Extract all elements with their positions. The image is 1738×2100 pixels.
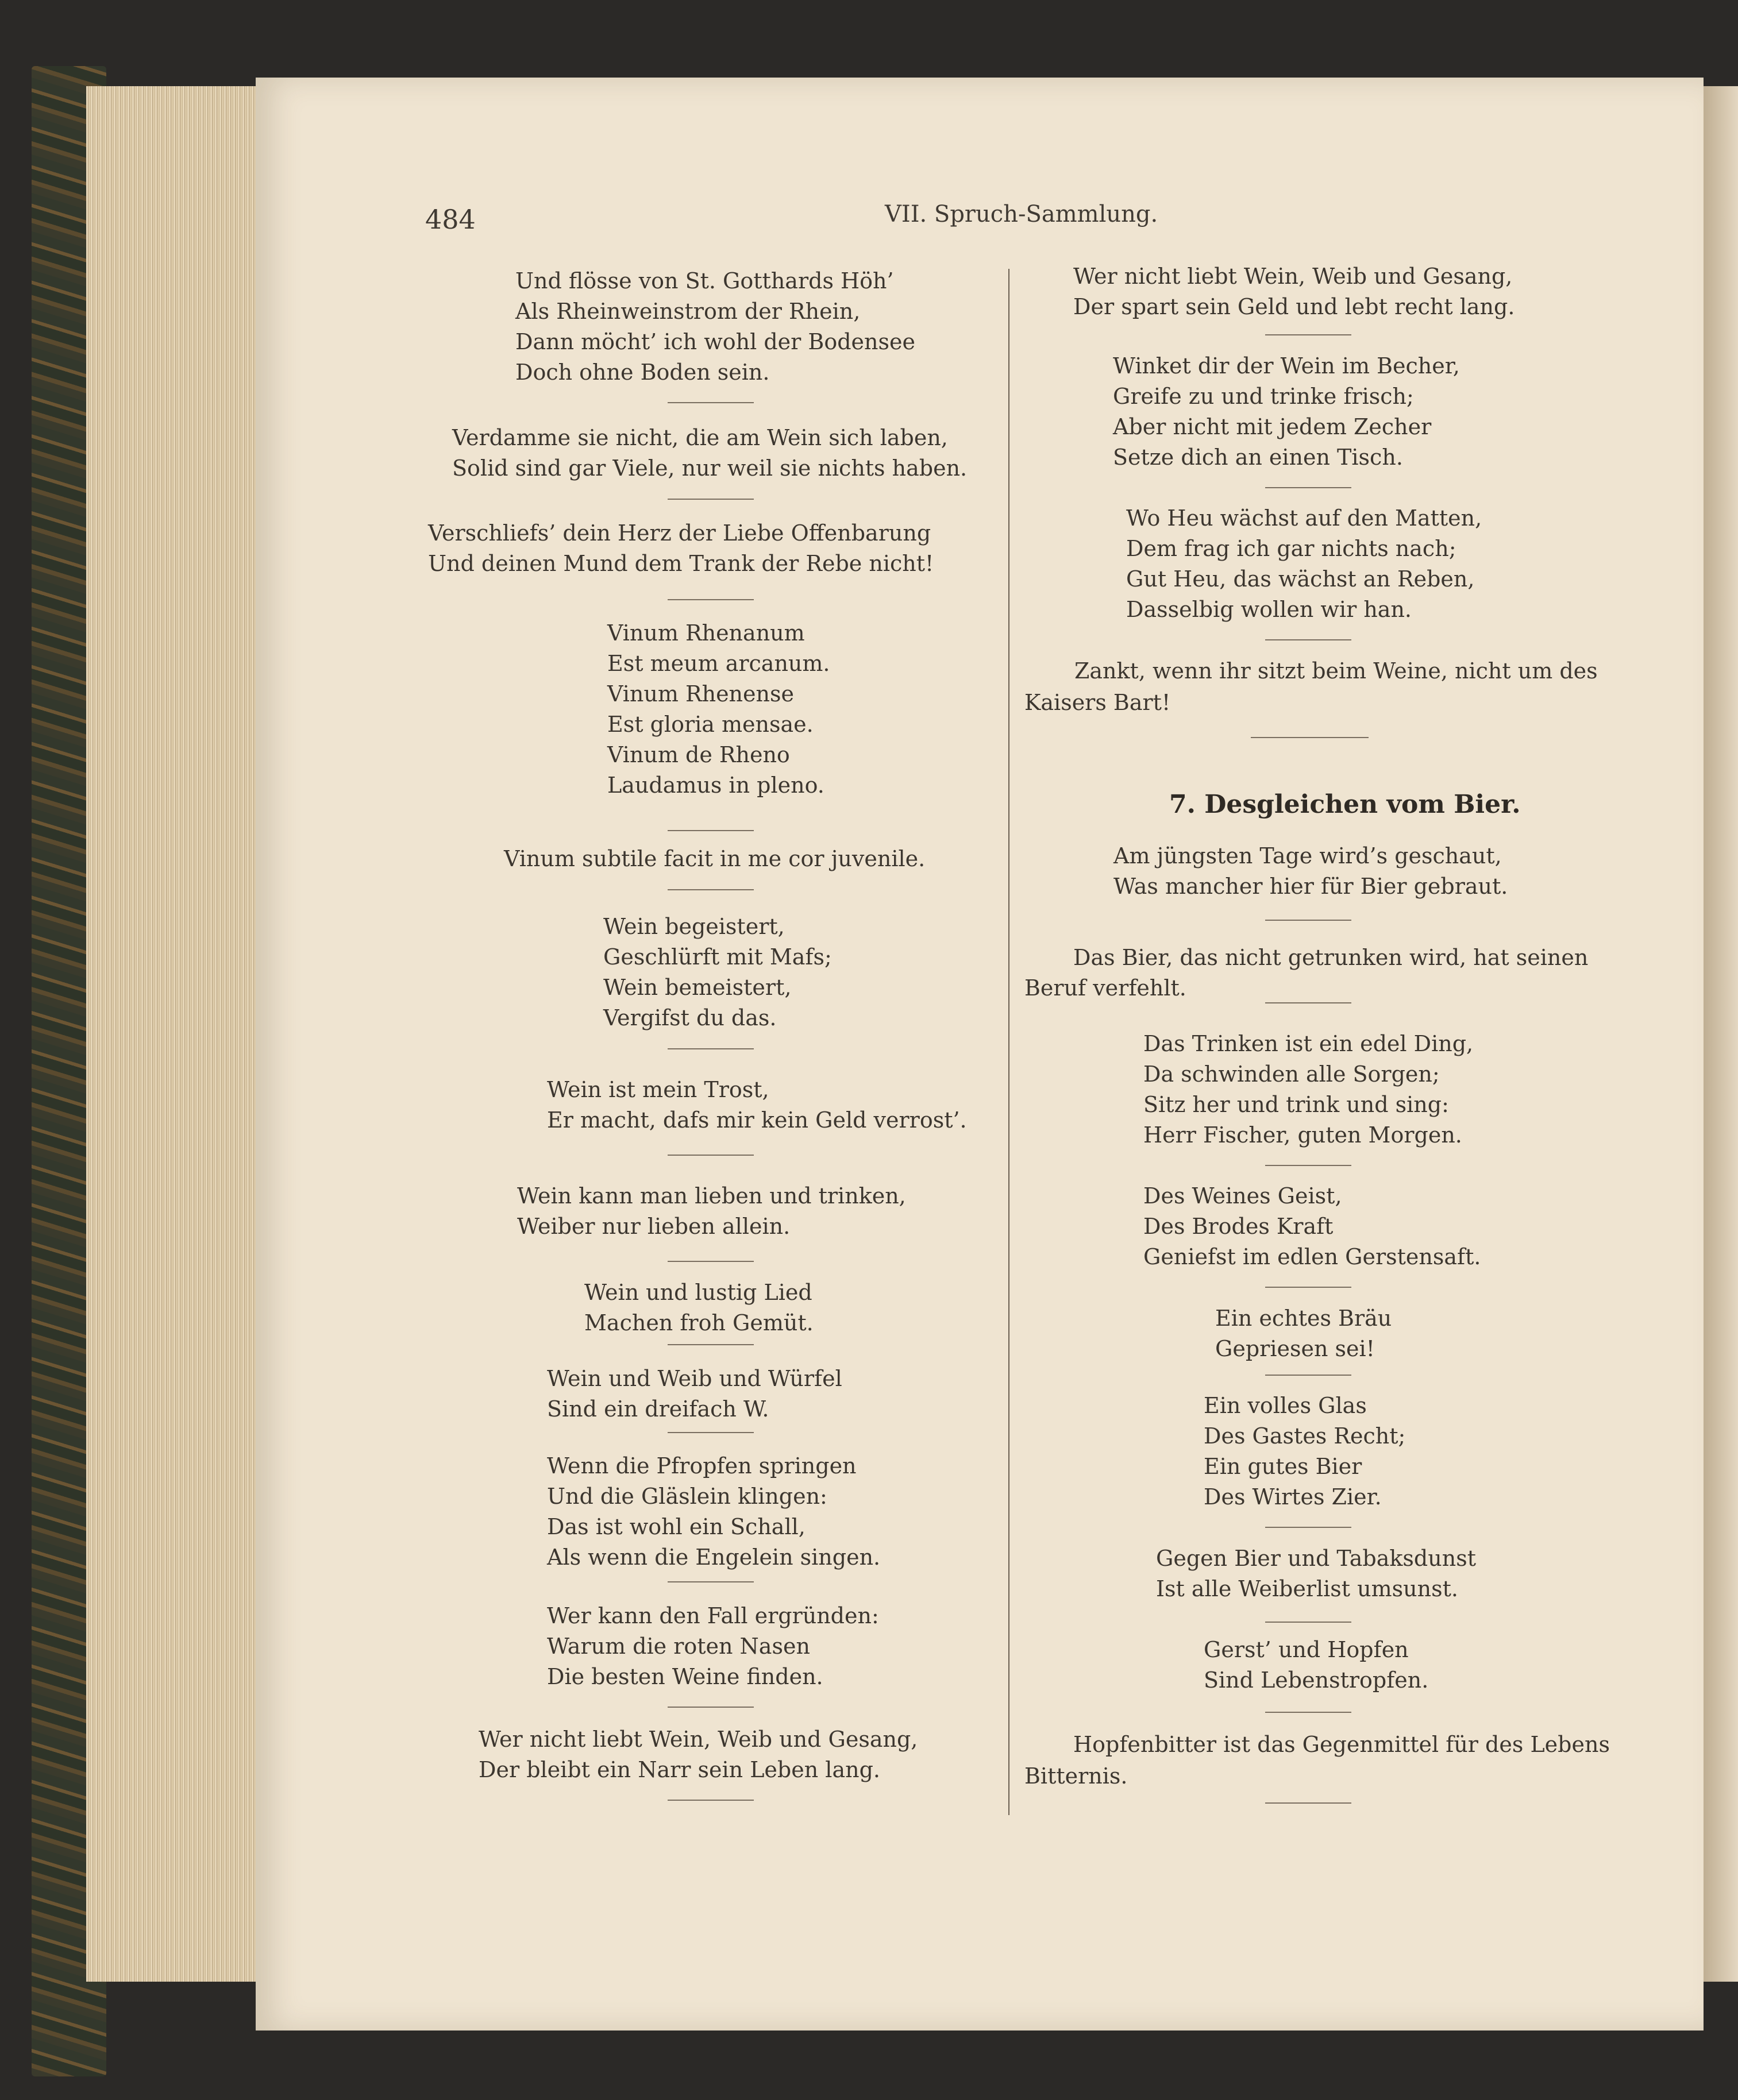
verse-line: Gut Heu, das wächst an Reben, bbox=[1126, 566, 1475, 592]
verse-line: Weiber nur lieben allein. bbox=[517, 1214, 791, 1239]
verse-line: Und deinen Mund dem Trank der Rebe nicht! bbox=[428, 551, 934, 576]
separator-rule bbox=[668, 889, 754, 890]
verse-line: Vinum Rhenense bbox=[607, 681, 794, 707]
separator-rule bbox=[668, 499, 754, 500]
separator-rule bbox=[668, 1261, 754, 1262]
verse-line: Setze dich an einen Tisch. bbox=[1113, 445, 1403, 470]
verse-line: Verschliefs’ dein Herz der Liebe Offenbarung bbox=[428, 520, 931, 546]
column-divider bbox=[1008, 269, 1009, 1815]
verse-line: Das Trinken ist ein edel Ding, bbox=[1143, 1031, 1474, 1056]
verse-line: Und die Gläslein klingen: bbox=[547, 1484, 827, 1509]
separator-rule bbox=[1265, 487, 1351, 488]
section-heading: 7. Desgleichen vom Bier. bbox=[1169, 790, 1521, 819]
verse-line: Est meum arcanum. bbox=[607, 651, 830, 676]
verse-line: Wein und Weib und Würfel bbox=[547, 1366, 842, 1391]
verse-line: Das Bier, das nicht getrunken wird, hat seinen bbox=[1073, 945, 1589, 970]
verse-line: Des Brodes Kraft bbox=[1143, 1214, 1334, 1239]
running-head: VII. Spruch-Sammlung. bbox=[885, 201, 1158, 227]
verse-line: Wer nicht liebt Wein, Weib und Gesang, bbox=[479, 1727, 918, 1752]
verse-line: Des Weines Geist, bbox=[1143, 1183, 1342, 1209]
separator-rule bbox=[668, 1800, 754, 1801]
verse-line: Wo Heu wächst auf den Matten, bbox=[1126, 505, 1482, 531]
verse-line: Ein echtes Bräu bbox=[1215, 1306, 1392, 1331]
verse-line: Gerst’ und Hopfen bbox=[1204, 1637, 1409, 1662]
verse-line: Wer nicht liebt Wein, Weib und Gesang, bbox=[1073, 264, 1513, 289]
verse-line: Ein volles Glas bbox=[1204, 1393, 1367, 1418]
separator-rule bbox=[668, 830, 754, 831]
verse-line: Was mancher hier für Bier gebraut. bbox=[1113, 874, 1508, 899]
facing-page-edge bbox=[1704, 86, 1738, 1982]
verse-line: Gepriesen sei! bbox=[1215, 1336, 1375, 1361]
verse-line: Wein begeistert, bbox=[603, 914, 785, 939]
section-end-rule bbox=[1251, 737, 1369, 738]
verse-line: Am jüngsten Tage wird’s geschaut, bbox=[1113, 843, 1502, 868]
verse-line: Wein kann man lieben und trinken, bbox=[517, 1183, 906, 1209]
verse-line: Vergifst du das. bbox=[603, 1005, 777, 1030]
separator-rule bbox=[1265, 639, 1351, 640]
verse-line: Geniefst im edlen Gerstensaft. bbox=[1143, 1244, 1481, 1269]
separator-rule bbox=[668, 1432, 754, 1433]
verse-line: Sitz her und trink und sing: bbox=[1143, 1092, 1449, 1117]
separator-rule bbox=[668, 1344, 754, 1345]
verse-line: Herr Fischer, guten Morgen. bbox=[1143, 1122, 1462, 1148]
verse-line: Machen froh Gemüt. bbox=[584, 1310, 814, 1335]
separator-rule bbox=[668, 1707, 754, 1708]
verse-line: Greife zu und trinke frisch; bbox=[1113, 384, 1414, 409]
verse-line: Hopfenbitter ist das Gegenmittel für des Lebens bbox=[1073, 1732, 1610, 1757]
verse-line: Laudamus in pleno. bbox=[607, 773, 824, 798]
verse-line: Doch ohne Boden sein. bbox=[515, 360, 770, 385]
separator-rule bbox=[1265, 1002, 1351, 1003]
verse-line: Warum die roten Nasen bbox=[547, 1634, 810, 1659]
verse-line: Wein ist mein Trost, bbox=[547, 1077, 769, 1102]
verse-line: Vinum subtile facit in me cor juvenile. bbox=[504, 846, 926, 871]
separator-rule bbox=[668, 1048, 754, 1049]
verse-line: Als wenn die Engelein singen. bbox=[547, 1545, 881, 1570]
separator-rule bbox=[668, 599, 754, 600]
separator-rule bbox=[668, 1581, 754, 1582]
verse-line: Das ist wohl ein Schall, bbox=[547, 1514, 806, 1539]
verse-line: Est gloria mensae. bbox=[607, 712, 814, 737]
verse-line: Da schwinden alle Sorgen; bbox=[1143, 1061, 1440, 1087]
verse-line: Dasselbig wollen wir han. bbox=[1126, 597, 1412, 622]
separator-rule bbox=[1265, 1527, 1351, 1528]
verse-line: Sind Lebenstropfen. bbox=[1204, 1667, 1429, 1693]
verse-line: Ein gutes Bier bbox=[1204, 1454, 1362, 1479]
verse-line: Des Wirtes Zier. bbox=[1204, 1484, 1382, 1510]
verse-line: Wein bemeistert, bbox=[603, 975, 792, 1000]
verse-line: Solid sind gar Viele, nur weil sie nichts haben. bbox=[452, 455, 968, 481]
separator-rule bbox=[1265, 334, 1351, 335]
page-number: 484 bbox=[425, 204, 476, 235]
verse-line: Verdamme sie nicht, die am Wein sich laben, bbox=[452, 425, 948, 450]
verse-line: Sind ein dreifach W. bbox=[547, 1396, 769, 1422]
verse-line: Des Gastes Recht; bbox=[1204, 1423, 1406, 1449]
verse-line: Vinum de Rheno bbox=[607, 742, 790, 767]
verse-line: Wein und lustig Lied bbox=[584, 1280, 812, 1305]
verse-line: Dann möcht’ ich wohl der Bodensee bbox=[515, 329, 915, 354]
verse-line: Aber nicht mit jedem Zecher bbox=[1113, 414, 1432, 439]
separator-rule bbox=[1265, 1712, 1351, 1713]
verse-line: Die besten Weine finden. bbox=[547, 1664, 823, 1689]
separator-rule bbox=[668, 402, 754, 403]
verse-line: Ist alle Weiberlist umsunst. bbox=[1156, 1576, 1458, 1601]
verse-line: Geschlürft mit Mafs; bbox=[603, 944, 832, 970]
verse-line: Bitternis. bbox=[1024, 1763, 1128, 1789]
verse-line: Beruf verfehlt. bbox=[1024, 975, 1186, 1001]
verse-line: Vinum Rhenanum bbox=[607, 620, 805, 646]
separator-rule bbox=[668, 1155, 754, 1156]
verse-line: Zankt, wenn ihr sitzt beim Weine, nicht um des bbox=[1074, 658, 1598, 684]
separator-rule bbox=[1265, 1802, 1351, 1804]
verse-line: Winket dir der Wein im Becher, bbox=[1113, 353, 1460, 379]
separator-rule bbox=[1265, 1375, 1351, 1376]
separator-rule bbox=[1265, 1165, 1351, 1166]
separator-rule bbox=[1265, 920, 1351, 921]
verse-line: Er macht, dafs mir kein Geld verrost’. bbox=[547, 1107, 967, 1133]
verse-line: Dem frag ich gar nichts nach; bbox=[1126, 536, 1456, 561]
verse-line: Als Rheinweinstrom der Rhein, bbox=[515, 299, 861, 324]
verse-line: Der bleibt ein Narr sein Leben lang. bbox=[479, 1757, 880, 1782]
separator-rule bbox=[1265, 1287, 1351, 1288]
verse-line: Gegen Bier und Tabaksdunst bbox=[1156, 1546, 1476, 1571]
verse-line: Wer kann den Fall ergründen: bbox=[547, 1603, 879, 1628]
verse-line: Und flösse von St. Gotthards Höh’ bbox=[515, 268, 894, 294]
page-edges bbox=[86, 86, 270, 1982]
verse-line: Wenn die Pfropfen springen bbox=[547, 1453, 857, 1479]
verse-line: Der spart sein Geld und lebt recht lang. bbox=[1073, 294, 1515, 319]
verse-line: Kaisers Bart! bbox=[1024, 690, 1171, 715]
separator-rule bbox=[1265, 1622, 1351, 1623]
